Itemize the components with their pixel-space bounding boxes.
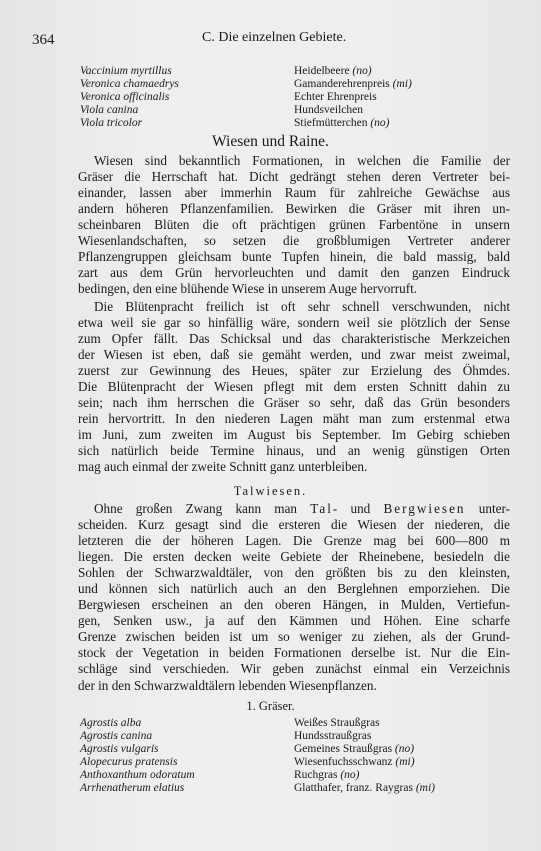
text-line: Gräser die Herrschaft hat. Dicht gedrängt stehen deren Vertreter bei- bbox=[78, 169, 510, 185]
text-line: scheinbaren Blüten die oft prächtigen grünen Farbentöne in unsern bbox=[78, 217, 510, 233]
species-row bbox=[80, 782, 510, 795]
text-line: Die Blütenpracht freilich ist oft sehr schnell verschwunden, nicht bbox=[94, 299, 510, 314]
german-name: Wiesenfuchsschwanz (mi) bbox=[294, 756, 415, 769]
text-line: zum Opfer fällt. Das Schicksal und das charakteristische Merkzeichen bbox=[78, 331, 510, 347]
latin-name: Agrostis alba bbox=[80, 717, 142, 729]
latin-name: Anthoxanthum odoratum bbox=[80, 769, 195, 782]
paragraph-2 bbox=[78, 299, 510, 476]
latin-name: Agrostis canina bbox=[80, 730, 153, 743]
text-line: rein hervortritt. In den niederen Lagen mäht man zum erstenmal etwa bbox=[78, 411, 510, 427]
german-name: Hundsstraußgras bbox=[294, 730, 372, 743]
region-tag: (no) bbox=[352, 65, 372, 77]
german-name: Weißes Straußgras bbox=[294, 717, 380, 729]
spaced-term: Tal bbox=[310, 501, 333, 516]
text-line: und können sich natürlich auch an den Berglehnen emporziehen. Die bbox=[78, 581, 510, 597]
page-header bbox=[32, 30, 512, 50]
text-line: zart aus dem Grün hervorleuchten und damit den ganzen Eindruck bbox=[78, 265, 510, 281]
german-name: Gemeines Straußgras (no) bbox=[294, 743, 415, 756]
text-line: etwa weil sie gar so hinfällig wäre, sondern weil sie plötzlich der Sense bbox=[78, 315, 510, 331]
subheading-talwiesen: Talwiesen. bbox=[233, 484, 308, 498]
text-line: Grenze zwischen beiden ist um so weniger zu ziehen, als der Grund- bbox=[78, 629, 510, 645]
species-row bbox=[80, 730, 510, 743]
latin-name: Vaccinium myrtillus bbox=[80, 65, 172, 77]
latin-name: Arrhenatherum elatius bbox=[80, 782, 185, 795]
species-row bbox=[80, 104, 510, 117]
region-tag: (no) bbox=[370, 117, 390, 130]
species-row bbox=[80, 117, 510, 130]
text-line: Die Blütenpracht der Wiesen pflegt mit dem ersten Schnitt dahin zu bbox=[78, 379, 510, 395]
latin-name: Veronica chamaedrys bbox=[80, 78, 179, 91]
species-list-1 bbox=[80, 65, 510, 130]
text-line: der Wiesen ist eben, daß sie gemäht werden, und zwar meist zweimal, bbox=[78, 347, 510, 363]
latin-name: Viola canina bbox=[80, 104, 139, 117]
text-line: Sohlen der Schwarzwaldtäler, von den größten bis zu den kleinsten, bbox=[78, 565, 510, 581]
text-line: der in den Schwarzwaldtälern lebenden Wiesenpflanzen. bbox=[78, 677, 377, 693]
spaced-term: Bergwiesen bbox=[383, 501, 466, 516]
latin-name: Veronica officinalis bbox=[80, 91, 170, 104]
species-row bbox=[80, 769, 510, 782]
text-line: zuerst zur Gewinnung des Heues, später zur Erzielung des Öhmdes. bbox=[78, 363, 510, 379]
text-line: bedingen, den eine blühende Wiese in unserem Auge hervorruft. bbox=[78, 281, 418, 297]
species-row bbox=[80, 756, 510, 769]
species-row bbox=[80, 717, 510, 730]
text-line: Bergwiesen erscheinen an den oberen Hängen, in Mulden, Vertiefun- bbox=[78, 597, 510, 613]
region-tag: (no) bbox=[394, 743, 415, 756]
text-line: sich natürlich beide Termine hinaus, und an wenig günstigen Orten bbox=[78, 443, 510, 459]
subheading-graeser: 1. Gräser. bbox=[246, 699, 295, 713]
text-line: Wiesen sind bekanntlich Formationen, in welchen die Familie der bbox=[94, 153, 510, 168]
text-line: Pflanzengruppen gleichsam bunte Tupfen hinein, die bald massig, bald bbox=[78, 249, 510, 265]
region-tag: (mi) bbox=[415, 782, 435, 795]
german-name: Heidelbeere (no) bbox=[294, 65, 372, 77]
latin-name: Agrostis vulgaris bbox=[80, 743, 159, 756]
species-list-2 bbox=[80, 717, 510, 796]
text-line: mag auch einmal der zweite Schnitt ganz unterbleiben. bbox=[78, 459, 368, 475]
text-line: sein; nach ihm herrschen die Gräser so sehr, daß das Grün besonders bbox=[78, 395, 510, 411]
section-heading: Wiesen und Raine. bbox=[212, 133, 329, 150]
german-name: Hundsveilchen bbox=[294, 104, 363, 117]
text-line: im Juni, zum zweiten im August bis September. Im Gebirg schieben bbox=[78, 427, 510, 443]
region-tag: (no) bbox=[340, 769, 360, 782]
paragraph-1 bbox=[78, 153, 510, 297]
text-line: Wiesenlandschaften, so setzen die großblumigen Vertreter anderer bbox=[78, 233, 510, 249]
latin-name: Alopecurus pratensis bbox=[80, 756, 178, 769]
text-line: scheiden. Kurz gesagt sind die ersteren die Wiesen der niederen, die bbox=[78, 517, 510, 533]
text-line: Ohne großen Zwang kann man Tal- und Bergwiesen unter- bbox=[94, 501, 510, 516]
latin-name: Viola tricolor bbox=[80, 117, 143, 130]
species-row bbox=[80, 78, 510, 91]
text-line: stock der Vegetation in beiden Formationen derselbe ist. Nur die Ein- bbox=[78, 645, 510, 661]
paragraph-3 bbox=[78, 501, 510, 694]
page-number: 364 bbox=[32, 32, 55, 48]
text-line: andern höheren Pflanzenfamilien. Bewirken die Gräser mit ihren un- bbox=[78, 201, 510, 217]
text-line: letzteren die der höheren Lagen. Die Grenze mag bei 600—800 m bbox=[78, 533, 510, 549]
running-title: C. Die einzelnen Gebiete. bbox=[202, 30, 347, 45]
german-name: Stiefmütterchen (no) bbox=[294, 117, 390, 130]
german-name: Glatthafer, franz. Raygras (mi) bbox=[294, 782, 435, 795]
region-tag: (mi) bbox=[395, 756, 415, 769]
text-line: schläge sind verschieden. Wir geben zunächst einmal ein Verzeichnis bbox=[78, 661, 510, 677]
region-tag: (mi) bbox=[392, 78, 412, 91]
german-name: Ruchgras (no) bbox=[294, 769, 360, 782]
german-name: Echter Ehrenpreis bbox=[294, 91, 377, 104]
species-row bbox=[80, 65, 510, 78]
species-row bbox=[80, 91, 510, 104]
text-line: gen, Senken usw., ja auf den Kämmen und Höhen. Eine scharfe bbox=[78, 613, 510, 629]
text-line: einander, lassen aber immerhin Raum für zahlreiche Gewächse aus bbox=[78, 185, 510, 201]
species-row bbox=[80, 743, 510, 756]
german-name: Gamanderehrenpreis (mi) bbox=[294, 78, 412, 91]
text-line: liegen. Die ersten decken weite Gebiete der Rheinebene, besiedeln die bbox=[78, 549, 510, 565]
